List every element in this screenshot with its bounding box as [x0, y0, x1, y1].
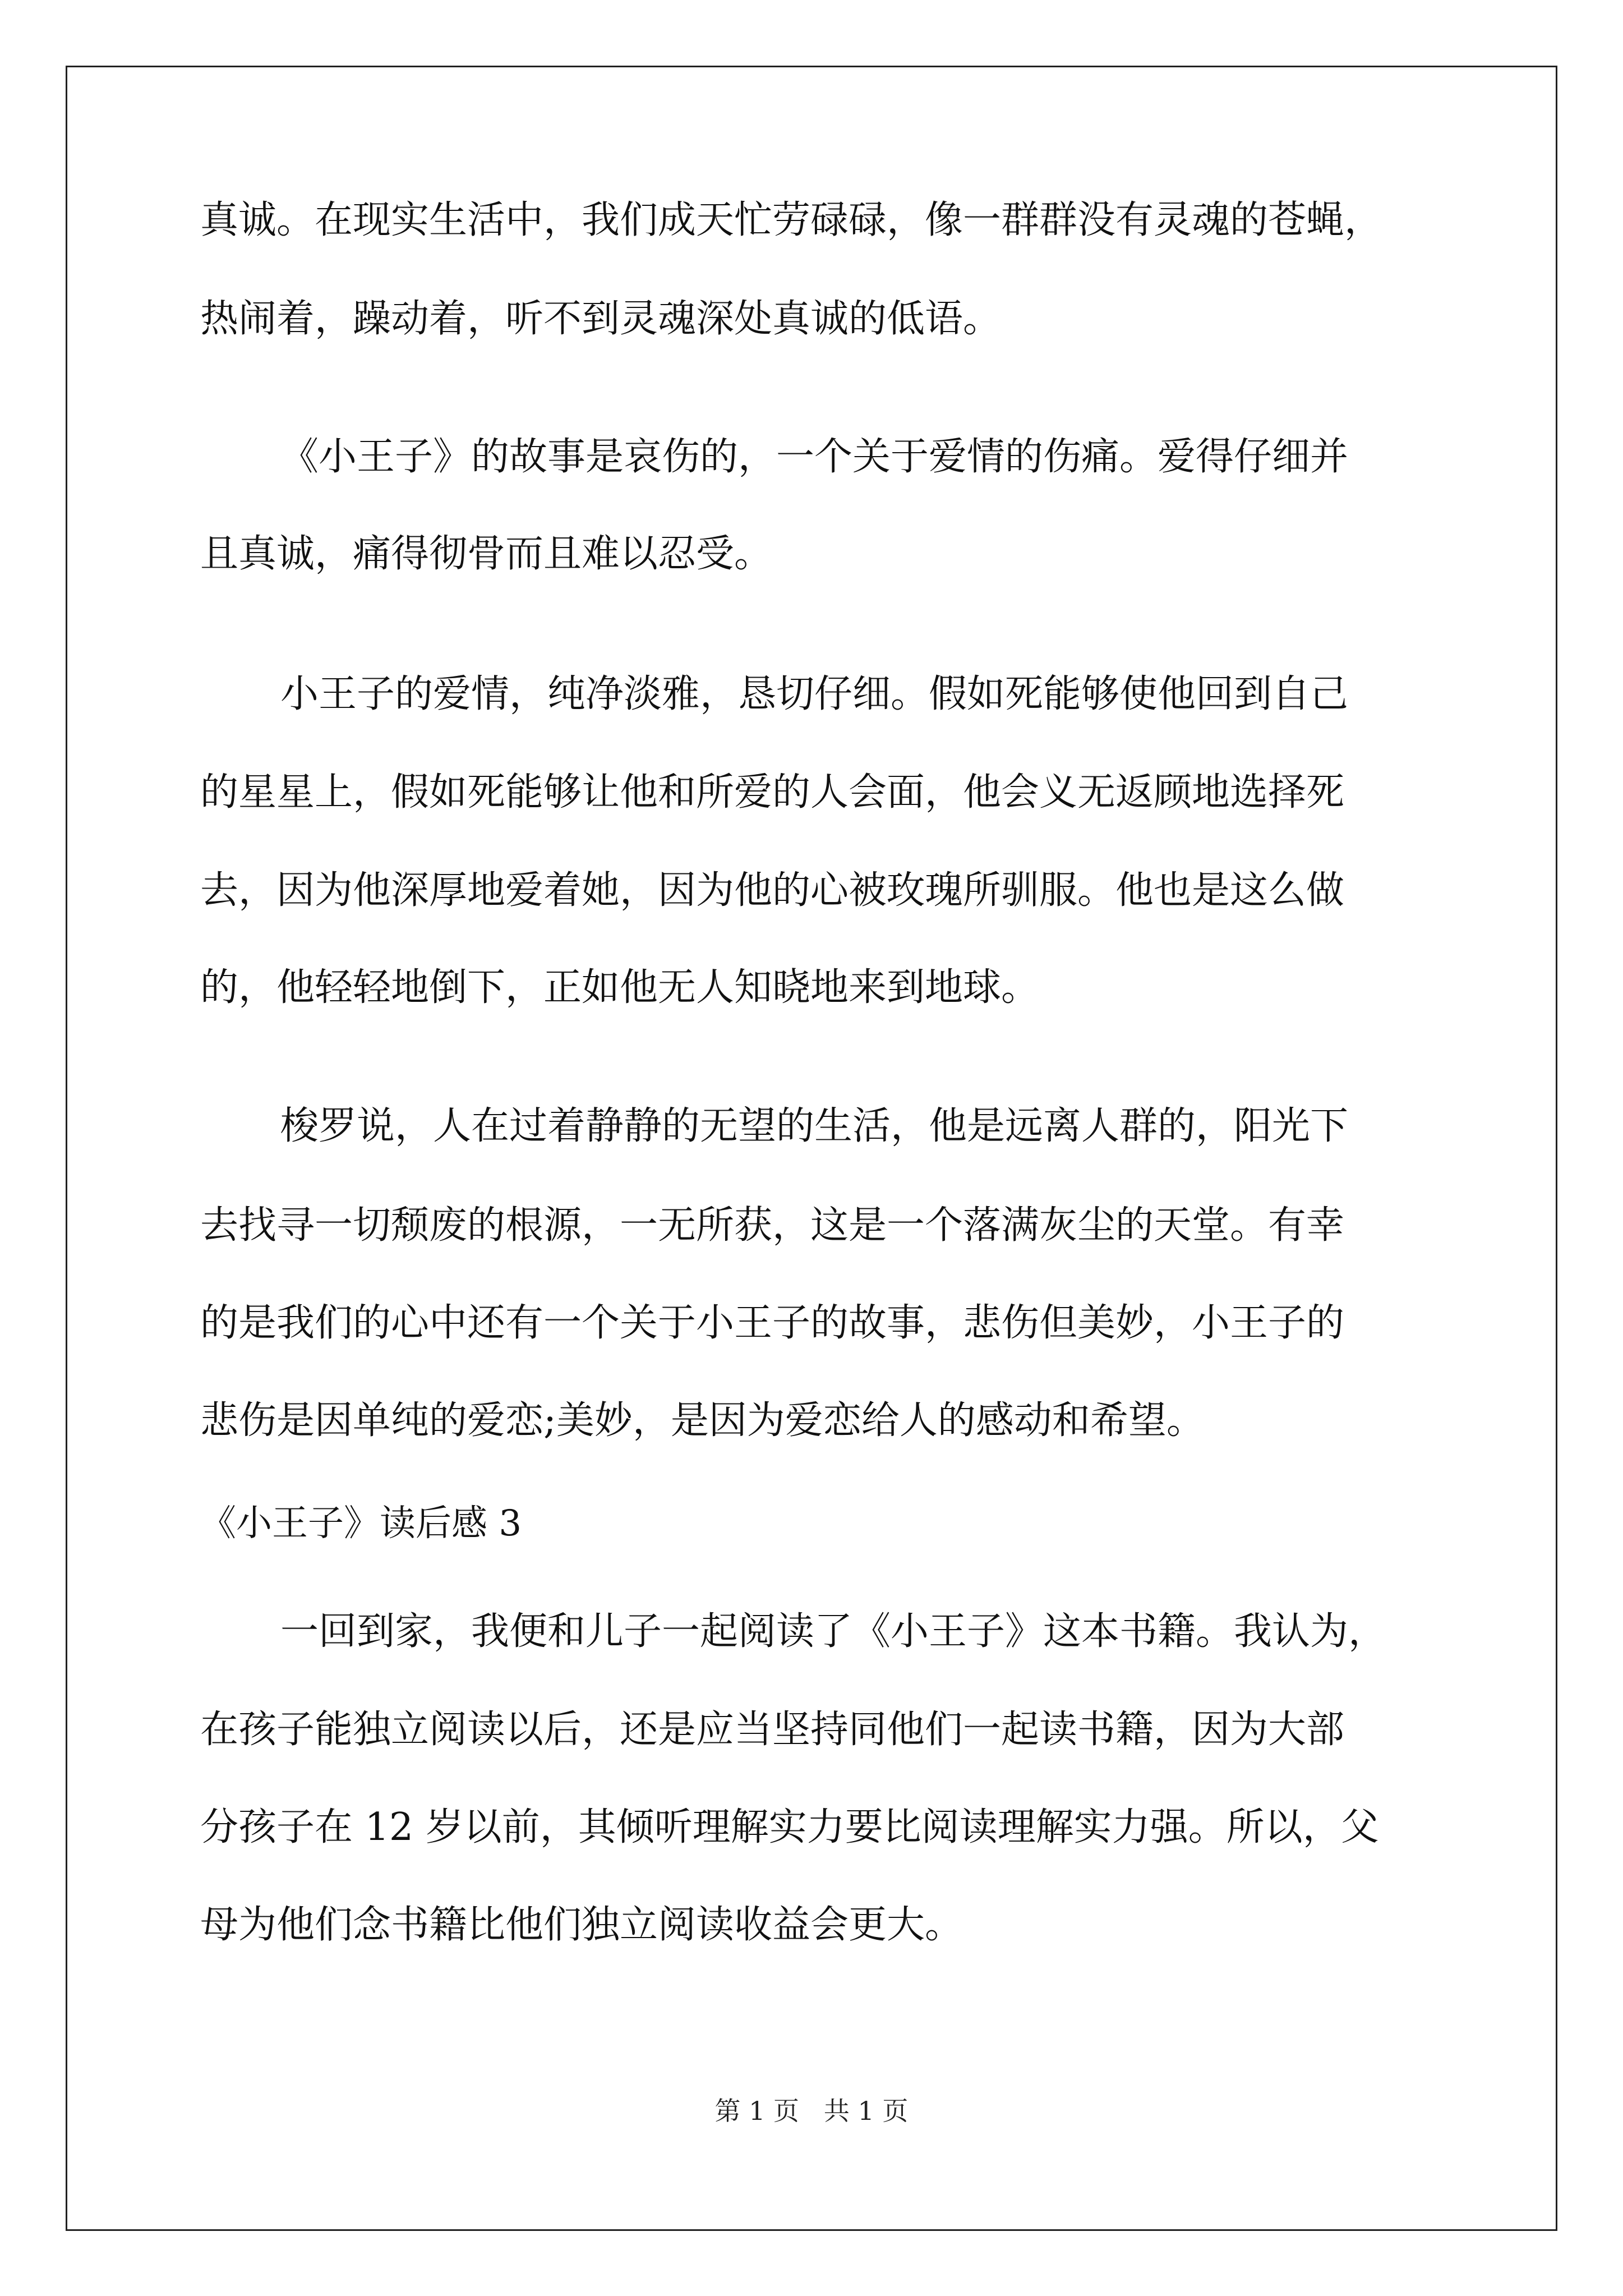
- paragraph-line: 悲伤是因单纯的爱恋;美妙，是因为爱恋给人的感动和希望。: [200, 1398, 1205, 1443]
- paragraph-line: 梭罗说，人在过着静静的无望的生活，他是远离人群的，阳光下: [280, 1104, 1349, 1148]
- paragraph-line: 去，因为他深厚地爱着她，因为他的心被玫瑰所驯服。他也是这么做: [200, 868, 1345, 913]
- paragraph-line: 在孩子能独立阅读以后，还是应当坚持同他们一起读书籍，因为大部: [200, 1708, 1345, 1752]
- paragraph-line: 小王子的爱情，纯净淡雅，恳切仔细。假如死能够使他回到自己: [280, 672, 1349, 716]
- section-heading: 《小王子》读后感 3: [200, 1503, 522, 1544]
- paragraph-line: 且真诚，痛得彻骨而且难以忍受。: [200, 532, 773, 576]
- paragraph-line: 热闹着，躁动着，听不到灵魂深处真诚的低语。: [200, 297, 1002, 341]
- paragraph-line: 的是我们的心中还有一个关于小王子的故事，悲伤但美妙，小王子的: [200, 1301, 1345, 1345]
- paragraph-line: 的，他轻轻地倒下，正如他无人知晓地来到地球。: [200, 965, 1040, 1010]
- paragraph-line: 分孩子在 12 岁以前，其倾听理解实力要比阅读理解实力强。所以，父: [200, 1805, 1379, 1849]
- paragraph-line: 去找寻一切颓废的根源，一无所获，这是一个落满灰尘的天堂。有幸: [200, 1203, 1345, 1248]
- paragraph-line: 的星星上，假如死能够让他和所爱的人会面，他会义无返顾地选择死: [200, 770, 1345, 815]
- paragraph-line: 一回到家，我便和儿子一起阅读了《小王子》这本书籍。我认为，: [280, 1609, 1387, 1654]
- paragraph-line: 真诚。在现实生活中，我们成天忙劳碌碌，像一群群没有灵魂的苍蝇，: [200, 198, 1383, 242]
- paragraph-line: 《小王子》的故事是哀伤的，一个关于爱情的伤痛。爱得仔细并: [280, 435, 1349, 479]
- paragraph-line: 母为他们念书籍比他们独立阅读收益会更大。: [200, 1903, 963, 1947]
- page-footer: 第 1 页 共 1 页: [714, 2096, 909, 2126]
